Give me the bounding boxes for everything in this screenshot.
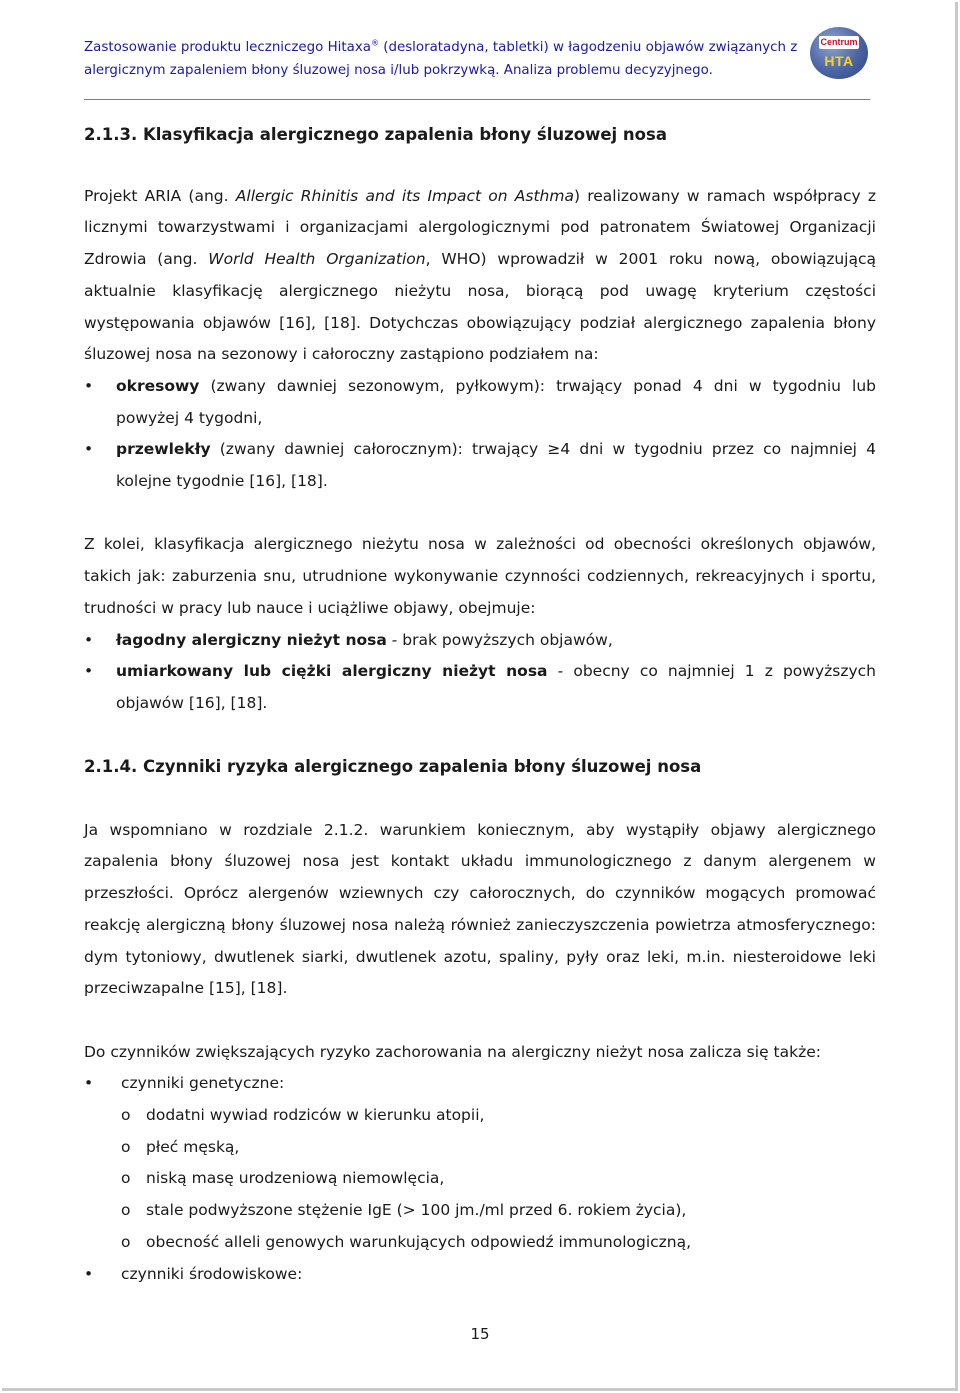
header-line2: alergicznym zapaleniem błony śluzowej nosa i/lub pokrzywką. Analiza problemu decyzyjnego.: [84, 63, 713, 78]
sublist-item: o niską masę urodzeniową niemowlęcia,: [121, 1163, 876, 1195]
spacer: [84, 783, 876, 815]
logo-text-top: Centrum: [820, 37, 858, 47]
list-item-text: - obecny co najmniej 1 z powyższych objawów [16], [18].: [116, 662, 876, 712]
sublist-item: o dodatni wywiad rodziców w kierunku atopii,: [121, 1100, 876, 1132]
list-item-text: (zwany dawniej sezonowym, pyłkowym): trwający ponad 4 dni w tygodniu lub powyżej 4 tygodni,: [116, 376, 876, 427]
list-item: [84, 1259, 876, 1291]
section-heading-2-1-3: 2.1.3. Klasyfikacja alergicznego zapalenia błony śluzowej nosa: [84, 125, 667, 144]
risk-factor-list: [84, 1068, 876, 1290]
list-item: [84, 434, 876, 497]
bold-term: okresowy: [116, 376, 200, 395]
genetic-factors-label: czynniki genetyczne:: [121, 1074, 285, 1093]
list-item: [84, 371, 876, 434]
text-run: ) realizowany w ramach współpracy z licznymi towarzystwami i organizacjami alergologicznymi pod patronatem Światowej Organizacji Zdrowia (ang.: [84, 186, 877, 269]
registered-mark: ®: [370, 38, 379, 48]
document-body: [84, 119, 876, 1290]
paragraph-severity: Z kolei, klasyfikacja alergicznego nieżytu nosa w zależności od obecności określonych objawów, takich jak: zaburzenia snu, utrudnione wykonywanie czynności codziennych, rekreacyjnych i sportu, trudności w pracy lub nauce i uciążliwe objawy, obejmuje:: [84, 535, 876, 617]
section-heading-2-1-4: 2.1.4. Czynniki ryzyka alergicznego zapalenia błony śluzowej nosa: [84, 757, 702, 777]
greater-equal-symbol: ≥: [547, 440, 561, 459]
paragraph-aria: [84, 181, 876, 371]
bold-term: przewlekły: [116, 440, 211, 459]
list-item: [84, 1068, 876, 1258]
list-item: [84, 656, 876, 719]
list-item-text: - brak powyższych objawów,: [386, 630, 613, 649]
paragraph-risk-factors: Ja wspomniano w rozdziale 2.1.2. warunkiem koniecznym, aby wystąpiły objawy alergicznego zapalenia błony śluzowej nosa jest kontakt układu immunologicznego z danym alergenem w przeszłości. Oprócz alergenów wziewnych czy całorocznych, do czynników mogących promować reakcję alergiczną błony śluzowej nosa należą również zanieczyszczenia powietrza atmosferycznego: dym tytoniowy, dwutlenek siarki, dwutlenek azotu, spaliny, pyły oraz leki, m.in. niesteroidowe leki przeciwzapalne [15], [18].: [84, 820, 876, 998]
sublist-item: o płeć męską,: [121, 1132, 876, 1164]
classification-list-frequency: [84, 371, 876, 498]
centrum-hta-logo: [810, 27, 868, 79]
spacer: [84, 498, 876, 530]
paragraph-additional-factors: Do czynników zwiększających ryzyko zachorowania na alergiczny nieżyt nosa zalicza się także:: [84, 1042, 821, 1061]
header-rule: [84, 99, 870, 100]
list-item-text: 4 dni w tygodniu przez co najmniej 4 kolejne tygodnie [16], [18].: [116, 440, 876, 491]
text-run: , WHO) wprowadził w 2001 roku nową, obowiązującą aktualnie klasyfikację alergicznego nieżytu nosa, biorącą pod uwagę kryterium częstości występowania objawów [16], [18]. Dotychczas obowiązujący podział alergicznego zapalenia błony śluzowej nosa na sezonowy i całoroczny zastąpiono podziałem na:: [84, 250, 876, 364]
sublist-item: o obecność alleli genowych warunkujących odpowiedź immunologiczną,: [121, 1227, 876, 1259]
spacer: [84, 1005, 876, 1037]
page-number: 15: [470, 1325, 490, 1343]
genetic-factors-sublist: [84, 1100, 876, 1259]
sublist-item: o stale podwyższone stężenie IgE (> 100 jm./ml przed 6. rokiem życia),: [121, 1195, 876, 1227]
environmental-factors-label: czynniki środowiskowe:: [121, 1264, 303, 1283]
header-line1-end: (desloratadyna, tabletki) w łagodzeniu objawów związanych z: [378, 40, 798, 55]
running-header: [84, 36, 804, 82]
spacer: [84, 720, 876, 752]
italic-term: World Health Organization: [208, 250, 426, 269]
list-item: [84, 625, 876, 657]
bold-term: łagodny alergiczny nieżyt nosa: [116, 630, 387, 649]
logo-text-bottom: HTA: [824, 53, 854, 69]
bold-term: umiarkowany lub ciężki alergiczny nieżyt nosa: [116, 662, 548, 681]
italic-term: Allergic Rhinitis and its Impact on Asthma: [235, 186, 574, 205]
classification-list-severity: [84, 625, 876, 720]
spacer: [84, 151, 876, 181]
text-run: Projekt ARIA (ang.: [84, 186, 236, 205]
header-line1-start: Zastosowanie produktu leczniczego Hitaxa: [84, 40, 371, 55]
list-item-text: (zwany dawniej całorocznym): trwający: [210, 440, 548, 459]
